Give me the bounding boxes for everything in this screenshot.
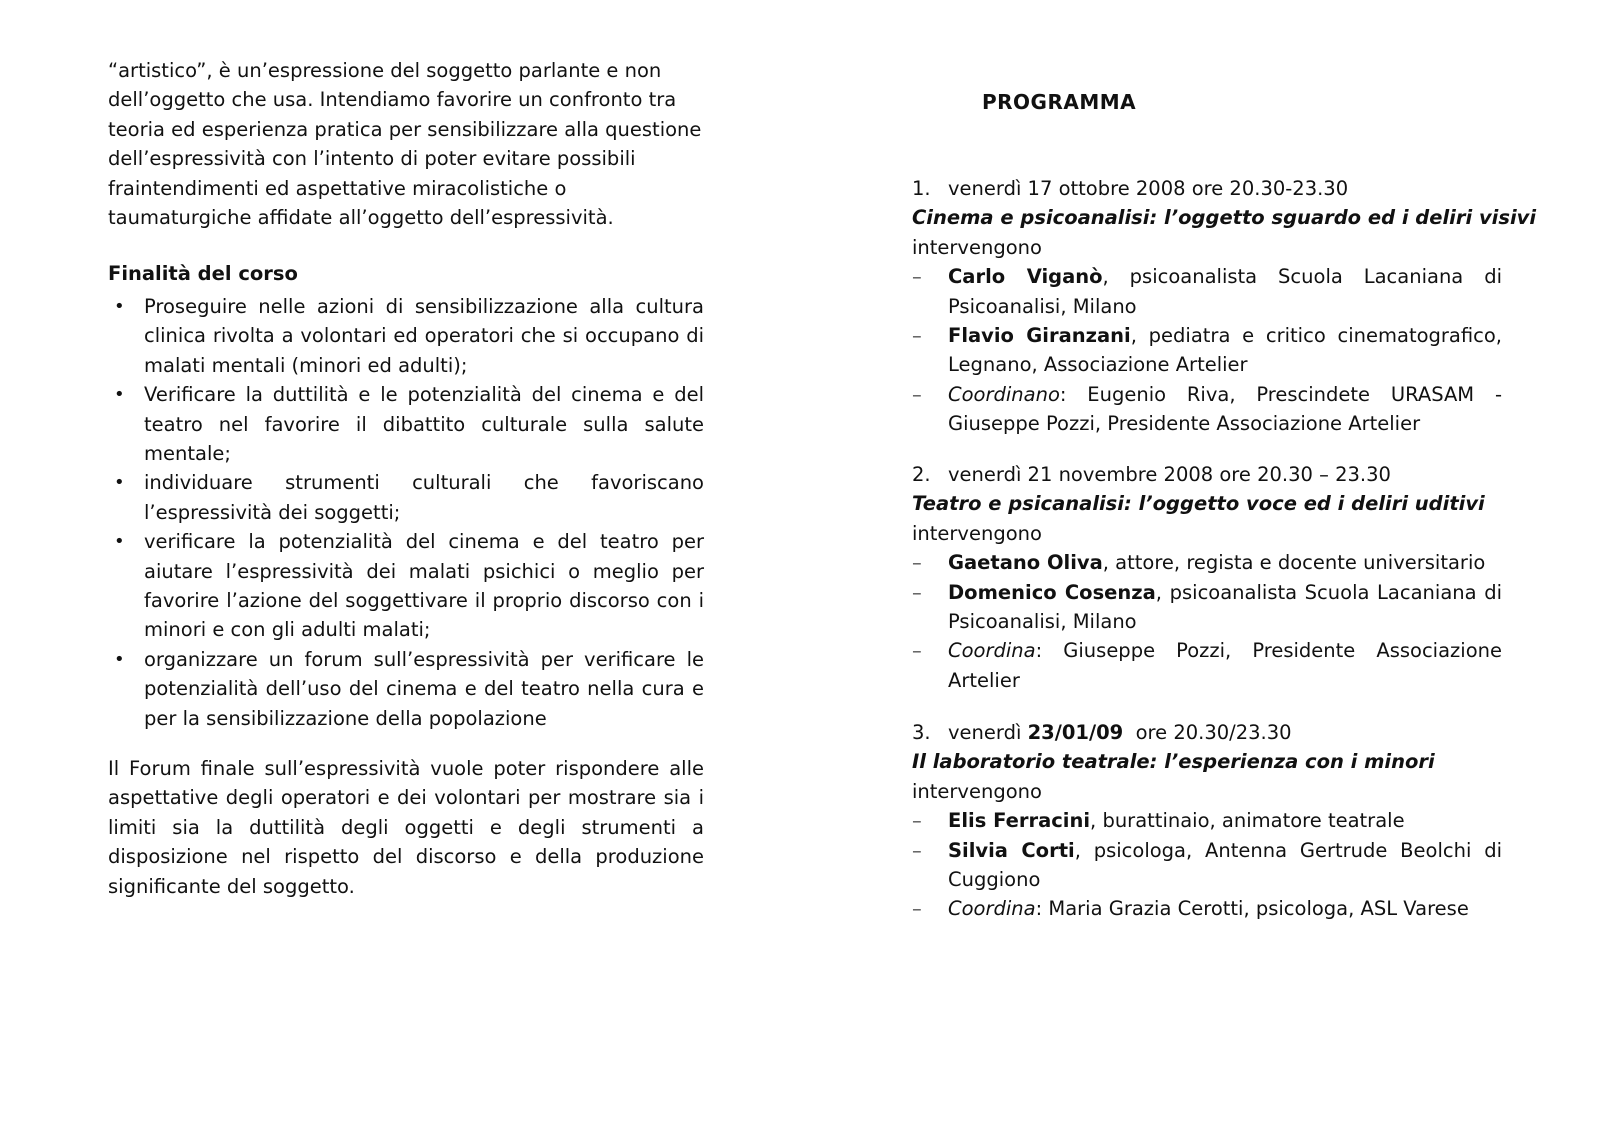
session-number: 3. (912, 721, 931, 744)
coordinator-label: Coordina (948, 897, 1036, 921)
speakers-list (912, 806, 1502, 924)
intro-line: dell’oggetto che usa. Intendiamo favorire un confronto tra (108, 88, 677, 112)
session-number: 2. (912, 463, 931, 486)
coordinator-label: Coordina (948, 639, 1036, 663)
intro-paragraph (108, 56, 704, 232)
programma-title: PROGRAMMA (982, 90, 1137, 114)
coordinator-label: Coordinano (948, 382, 1060, 406)
speaker-name: Silvia Corti (948, 838, 1075, 862)
speaker-role: , psicologa, Antenna Gertrude Beolchi di Cuggiono (948, 838, 1502, 892)
session-intervengono: intervengono (912, 779, 1042, 803)
session-3 (912, 718, 1502, 924)
speaker-name: Elis Ferracini (948, 809, 1091, 833)
session-title: Teatro e psicanalisi: l’oggetto voce ed i deliri uditivi (912, 492, 1485, 516)
intro-line: dell’espressività con l’intento di poter evitare possibili (108, 147, 636, 171)
aims-list-item: • Verificare la duttilità e le potenzialità del cinema e del teatro nel favorire il dibattito culturale sulla salute mentale; (108, 380, 704, 468)
session-number: 1. (912, 177, 931, 200)
session-time: ore 20.30/23.30 (1123, 721, 1292, 744)
intro-line: “artistico”, è un’espressione del soggetto parlante e non (108, 59, 662, 82)
speaker-item (912, 806, 1502, 835)
coordinator-text: : Giuseppe Pozzi, Presidente Associazione Artelier (948, 639, 1502, 692)
session-date-text: venerdì 21 novembre 2008 ore 20.30 – 23.30 (948, 463, 1391, 486)
coordinator-item (912, 636, 1502, 695)
speaker-name: Flavio Giranzani (948, 324, 1131, 348)
coordinator-text: : Eugenio Riva, Prescindete URASAM - Giuseppe Pozzi, Presidente Associazione Artelier (948, 382, 1502, 436)
coordinator-text: : Maria Grazia Cerotti, psicologa, ASL Varese (1035, 897, 1469, 921)
speaker-role: , attore, regista e docente universitario (1102, 551, 1486, 575)
speaker-name: Domenico Cosenza (948, 580, 1156, 604)
aims-list-item: • Proseguire nelle azioni di sensibilizzazione alla cultura clinica rivolta a volontari ed operatori che si occupano di malati mentali (minori ed adulti); (108, 292, 704, 380)
coordinator-item (912, 380, 1502, 439)
aims-list-item: • individuare strumenti culturali che favoriscano l’espressività dei soggetti; (108, 468, 704, 527)
intro-line: teoria ed esperienza pratica per sensibilizzare alla questione (108, 117, 702, 141)
session-2 (912, 460, 1502, 695)
session-1 (912, 174, 1537, 439)
session-date-text: venerdì 17 ottobre 2008 ore 20.30-23.30 (948, 177, 1349, 200)
session-date-bold: 23/01/09 (1027, 721, 1124, 744)
speaker-name: Gaetano Oliva (948, 551, 1103, 575)
aims-list (108, 292, 704, 733)
session-date (912, 460, 1502, 489)
intro-line: fraintendimenti ed aspettative miracolistiche o (108, 176, 567, 200)
speaker-role: , psicoanalista Scuola Lacaniana di Psicoanalisi, Milano (948, 580, 1502, 634)
session-date-text: venerdì (948, 721, 1028, 744)
speaker-item (912, 548, 1502, 577)
session-title: Cinema e psicoanalisi: l’oggetto sguardo ed i deliri visivi (912, 206, 1537, 230)
aims-list-item: • verificare la potenzialità del cinema e del teatro per aiutare l’espressività dei malati psichici o meglio per favorire l’azione del soggettivare il proprio discorso con i minori e con gli adulti malati; (108, 527, 704, 645)
speaker-name: Carlo Viganò (948, 265, 1103, 289)
speaker-role: , psicoanalista Scuola Lacaniana di Psicoanalisi, Milano (948, 265, 1502, 318)
speakers-list (912, 262, 1502, 438)
intro-line: taumaturgiche affidate all’oggetto dell’espressività. (108, 206, 614, 230)
speaker-item (912, 578, 1502, 637)
speaker-item (912, 262, 1502, 321)
session-intervengono: intervengono (912, 521, 1042, 545)
speaker-role: , pediatra e critico cinematografico, Legnano, Associazione Artelier (948, 324, 1502, 377)
coordinator-item (912, 894, 1502, 923)
speaker-item (912, 836, 1502, 895)
speaker-role: , burattinaio, animatore teatrale (1090, 809, 1405, 833)
forum-text: Il Forum finale sull’espressività vuole poter rispondere alle aspettative degli operatori e dei volontari per mostrare sia i limiti sia la duttilità degli oggetti e degli strumenti a disposizione nel rispetto del discorso e della produzione significante del soggetto. (108, 757, 704, 898)
speaker-item (912, 321, 1502, 380)
session-date (912, 718, 1502, 747)
session-title: Il laboratorio teatrale: l’esperienza con i minori (912, 750, 1435, 774)
session-intervengono: intervengono (912, 235, 1042, 259)
session-date (912, 174, 1502, 203)
aims-list-item: • organizzare un forum sull’espressività per verificare le potenzialità dell’uso del cinema e del teatro nella cura e per la sensibilizzazione della popolazione (108, 645, 704, 733)
speakers-list (912, 548, 1502, 695)
forum-paragraph (108, 754, 704, 901)
section-heading-finalita: Finalità del corso (108, 262, 298, 285)
